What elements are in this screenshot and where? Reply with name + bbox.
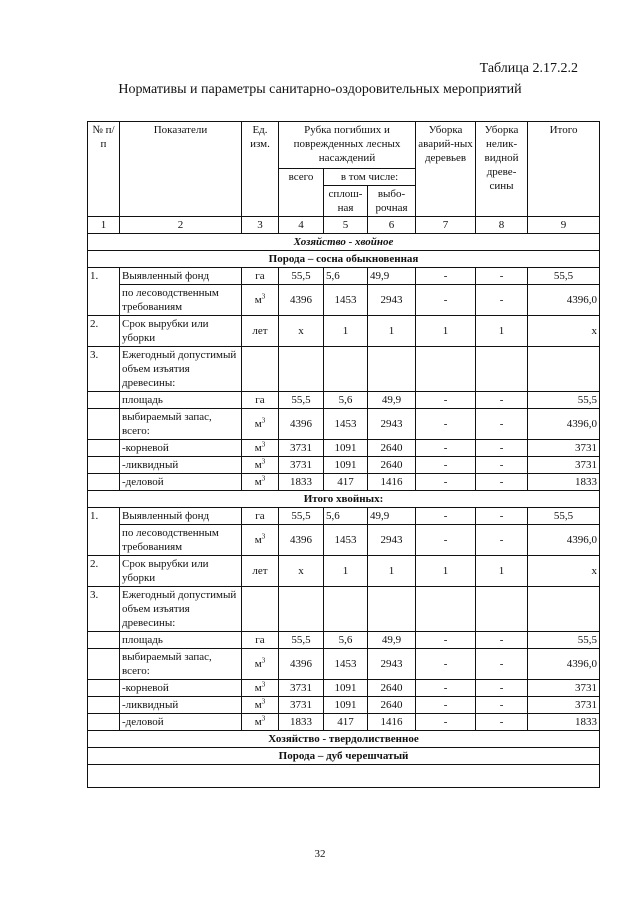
unit-superscript: 3 <box>261 440 266 449</box>
page-number: 32 <box>314 848 326 860</box>
unit-superscript: 3 <box>261 457 266 466</box>
unit-cell <box>242 649 279 680</box>
empty-cell <box>416 587 476 632</box>
unit-cell <box>242 508 279 525</box>
table-row <box>88 316 600 347</box>
row-number: 1. <box>88 268 120 316</box>
unit-superscript: 3 <box>261 532 266 541</box>
row-label: Выявленный фонд <box>120 268 242 285</box>
value-selective: 2640 <box>368 440 416 457</box>
unit-cell <box>242 440 279 457</box>
value-clear: 5,6 <box>324 632 368 649</box>
empty-cell <box>368 587 416 632</box>
unit-cell <box>242 556 279 587</box>
value-grand-total: 1833 <box>528 474 600 491</box>
value-total: 3731 <box>279 697 324 714</box>
row-number <box>88 632 120 649</box>
table-row <box>88 649 600 680</box>
unit-superscript: 3 <box>261 714 266 723</box>
unit-cell <box>242 697 279 714</box>
unit-text: га <box>255 394 265 406</box>
value-grand-total: 3731 <box>528 697 600 714</box>
row-label: -ликвидный <box>120 457 242 474</box>
header-felling: Рубка погибших и поврежденных лесных насаждений <box>279 122 416 169</box>
row-label: -деловой <box>120 474 242 491</box>
unit-superscript: 3 <box>261 292 266 301</box>
value-emergency: - <box>416 525 476 556</box>
value-total: 3731 <box>279 457 324 474</box>
value-emergency: - <box>416 680 476 697</box>
value-illiquid: 1 <box>476 556 528 587</box>
header-indicators: Показатели <box>120 122 242 217</box>
column-number: 9 <box>528 217 600 234</box>
empty-cell <box>528 347 600 392</box>
section-title-row <box>88 234 600 251</box>
table-row <box>88 680 600 697</box>
unit-text: м <box>254 476 262 488</box>
value-selective: 2943 <box>368 409 416 440</box>
column-number: 6 <box>368 217 416 234</box>
header-illiquid-wood: Уборка нелик-видной древе-сины <box>476 122 528 217</box>
value-illiquid: - <box>476 525 528 556</box>
value-selective: 1416 <box>368 474 416 491</box>
unit-superscript: 3 <box>261 656 266 665</box>
value-total: 55,5 <box>279 508 324 525</box>
value-clear: 1091 <box>324 440 368 457</box>
unit-text: м <box>254 716 262 728</box>
unit-text: м <box>254 442 262 454</box>
value-illiquid: - <box>476 474 528 491</box>
value-emergency: - <box>416 649 476 680</box>
row-label: Срок вырубки или уборки <box>120 556 242 587</box>
section-title: Хозяйство - хвойное <box>88 234 600 251</box>
value-total: 55,5 <box>279 392 324 409</box>
table-row <box>88 632 600 649</box>
unit-cell <box>242 632 279 649</box>
value-emergency: 1 <box>416 316 476 347</box>
row-number <box>88 474 120 491</box>
value-clear: 5,6 <box>324 392 368 409</box>
value-selective: 1 <box>368 556 416 587</box>
value-grand-total: 4396,0 <box>528 285 600 316</box>
column-number: 3 <box>242 217 279 234</box>
row-number <box>88 440 120 457</box>
header-emergency-trees: Уборка аварий-ных деревьев <box>416 122 476 217</box>
value-grand-total: 1833 <box>528 714 600 731</box>
value-total: 4396 <box>279 525 324 556</box>
unit-text: лет <box>252 565 268 577</box>
column-number-row <box>88 217 600 234</box>
row-number <box>88 457 120 474</box>
row-label: выбираемый запас, всего: <box>120 649 242 680</box>
value-grand-total: 3731 <box>528 440 600 457</box>
value-selective: 2943 <box>368 285 416 316</box>
unit-text: га <box>255 634 265 646</box>
empty-cell <box>242 587 279 632</box>
table-row <box>88 440 600 457</box>
row-label: Выявленный фонд <box>120 508 242 525</box>
value-clear: 1453 <box>324 285 368 316</box>
unit-text: лет <box>252 325 268 337</box>
column-number: 2 <box>120 217 242 234</box>
row-label: -ликвидный <box>120 697 242 714</box>
header-clear-felling: сплош-ная <box>324 186 368 217</box>
unit-cell <box>242 392 279 409</box>
row-number <box>88 392 120 409</box>
table-row <box>88 392 600 409</box>
row-label: выбираемый запас, всего: <box>120 409 242 440</box>
value-selective: 49,9 <box>368 392 416 409</box>
header-selective-felling: выбо-рочная <box>368 186 416 217</box>
unit-text: м <box>254 658 262 670</box>
empty-cell <box>528 587 600 632</box>
value-grand-total: 55,5 <box>528 632 600 649</box>
value-total: х <box>279 556 324 587</box>
value-emergency: - <box>416 508 476 525</box>
row-label: Срок вырубки или уборки <box>120 316 242 347</box>
table-header <box>88 122 600 234</box>
value-grand-total: 4396,0 <box>528 525 600 556</box>
table-row <box>88 525 600 556</box>
value-selective: 49,9 <box>368 632 416 649</box>
value-illiquid: - <box>476 392 528 409</box>
row-number <box>88 409 120 440</box>
value-total: 4396 <box>279 649 324 680</box>
unit-text: га <box>255 270 265 282</box>
empty-cell <box>324 587 368 632</box>
value-emergency: - <box>416 457 476 474</box>
value-grand-total: 55,5 <box>528 392 600 409</box>
unit-superscript: 3 <box>261 697 266 706</box>
norms-table <box>87 121 600 788</box>
row-number: 2. <box>88 316 120 347</box>
value-grand-total: 3731 <box>528 680 600 697</box>
header-unit: Ед. изм. <box>242 122 279 217</box>
value-illiquid: - <box>476 268 528 285</box>
empty-cell <box>324 347 368 392</box>
value-grand-total: 55,5 <box>528 508 600 525</box>
value-clear: 1453 <box>324 409 368 440</box>
value-illiquid: 1 <box>476 316 528 347</box>
table-row <box>88 347 600 392</box>
table-row <box>88 474 600 491</box>
value-illiquid: - <box>476 632 528 649</box>
table-row <box>88 409 600 440</box>
unit-text: м <box>254 459 262 471</box>
value-grand-total: х <box>528 316 600 347</box>
header-total: всего <box>279 169 324 217</box>
value-clear: 1091 <box>324 457 368 474</box>
value-clear: 1 <box>324 316 368 347</box>
page-title: Нормативы и параметры санитарно-оздоровительных мероприятий <box>118 82 522 97</box>
empty-cell <box>416 347 476 392</box>
value-emergency: - <box>416 440 476 457</box>
unit-cell <box>242 409 279 440</box>
table-row <box>88 697 600 714</box>
section-title: Порода – дуб черешчатый <box>88 748 600 765</box>
value-illiquid: - <box>476 697 528 714</box>
value-emergency: - <box>416 409 476 440</box>
unit-cell <box>242 268 279 285</box>
unit-cell <box>242 285 279 316</box>
value-clear: 1453 <box>324 649 368 680</box>
value-total: 1833 <box>279 714 324 731</box>
section-title-row <box>88 748 600 765</box>
table-row <box>88 268 600 285</box>
value-total: х <box>279 316 324 347</box>
value-selective: 49,9 <box>368 508 416 525</box>
header-num: № п/п <box>88 122 120 217</box>
value-selective: 2640 <box>368 697 416 714</box>
value-clear: 417 <box>324 474 368 491</box>
value-emergency: - <box>416 632 476 649</box>
value-clear: 5,6 <box>324 508 368 525</box>
value-illiquid: - <box>476 440 528 457</box>
value-total: 4396 <box>279 409 324 440</box>
value-total: 4396 <box>279 285 324 316</box>
row-number: 1. <box>88 508 120 556</box>
column-number: 5 <box>324 217 368 234</box>
column-number: 7 <box>416 217 476 234</box>
value-total: 1833 <box>279 474 324 491</box>
value-selective: 1 <box>368 316 416 347</box>
value-illiquid: - <box>476 457 528 474</box>
unit-cell <box>242 316 279 347</box>
unit-cell <box>242 525 279 556</box>
table-row <box>88 285 600 316</box>
empty-cell <box>279 587 324 632</box>
value-clear: 1091 <box>324 697 368 714</box>
unit-superscript: 3 <box>261 416 266 425</box>
column-number: 1 <box>88 217 120 234</box>
row-number <box>88 649 120 680</box>
unit-text: м <box>254 699 262 711</box>
value-emergency: - <box>416 714 476 731</box>
row-number: 3. <box>88 587 120 632</box>
value-grand-total: 3731 <box>528 457 600 474</box>
value-clear: 1 <box>324 556 368 587</box>
section-title: Итого хвойных: <box>88 491 600 508</box>
value-selective: 1416 <box>368 714 416 731</box>
value-total: 3731 <box>279 440 324 457</box>
value-emergency: 1 <box>416 556 476 587</box>
value-clear: 417 <box>324 714 368 731</box>
value-illiquid: - <box>476 680 528 697</box>
section-title-row <box>88 251 600 268</box>
unit-text: м <box>254 294 262 306</box>
row-label: площадь <box>120 632 242 649</box>
unit-text: га <box>255 510 265 522</box>
value-grand-total: х <box>528 556 600 587</box>
empty-cell <box>476 587 528 632</box>
unit-text: м <box>254 682 262 694</box>
row-label: площадь <box>120 392 242 409</box>
row-label: -корневой <box>120 680 242 697</box>
section-title-row <box>88 731 600 748</box>
row-number <box>88 697 120 714</box>
value-total: 3731 <box>279 680 324 697</box>
unit-superscript: 3 <box>261 680 266 689</box>
empty-cell <box>368 347 416 392</box>
row-number <box>88 714 120 731</box>
empty-cell <box>242 347 279 392</box>
value-emergency: - <box>416 392 476 409</box>
empty-cell <box>279 347 324 392</box>
table-row <box>88 457 600 474</box>
value-clear: 5,6 <box>324 268 368 285</box>
unit-cell <box>242 714 279 731</box>
column-number: 8 <box>476 217 528 234</box>
value-illiquid: - <box>476 714 528 731</box>
value-selective: 2640 <box>368 457 416 474</box>
header-including: в том числе: <box>324 169 416 186</box>
value-emergency: - <box>416 268 476 285</box>
value-selective: 49,9 <box>368 268 416 285</box>
value-total: 55,5 <box>279 632 324 649</box>
value-total: 55,5 <box>279 268 324 285</box>
table-row <box>88 556 600 587</box>
unit-superscript: 3 <box>261 474 266 483</box>
table-body <box>88 234 600 788</box>
section-title: Порода – сосна обыкновенная <box>88 251 600 268</box>
unit-cell <box>242 457 279 474</box>
blank-row <box>88 765 600 788</box>
table-row <box>88 714 600 731</box>
value-selective: 2640 <box>368 680 416 697</box>
section-title: Хозяйство - твердолиственное <box>88 731 600 748</box>
empty-cell <box>88 765 600 788</box>
value-emergency: - <box>416 285 476 316</box>
unit-cell <box>242 680 279 697</box>
table-row <box>88 587 600 632</box>
unit-text: м <box>254 534 262 546</box>
header-grand-total: Итого <box>528 122 600 217</box>
value-selective: 2943 <box>368 649 416 680</box>
row-label: по лесоводственным требованиям <box>120 285 242 316</box>
table-label: Таблица 2.17.2.2 <box>479 61 578 76</box>
row-label: Ежегодный допустимый объем изъятия древесины: <box>120 347 242 392</box>
row-number: 2. <box>88 556 120 587</box>
unit-cell <box>242 474 279 491</box>
row-label: -корневой <box>120 440 242 457</box>
value-selective: 2943 <box>368 525 416 556</box>
column-number: 4 <box>279 217 324 234</box>
row-number: 3. <box>88 347 120 392</box>
row-number <box>88 680 120 697</box>
unit-text: м <box>254 418 262 430</box>
value-illiquid: - <box>476 508 528 525</box>
value-clear: 1091 <box>324 680 368 697</box>
value-illiquid: - <box>476 409 528 440</box>
value-grand-total: 55,5 <box>528 268 600 285</box>
value-illiquid: - <box>476 285 528 316</box>
value-emergency: - <box>416 697 476 714</box>
value-grand-total: 4396,0 <box>528 649 600 680</box>
row-label: по лесоводственным требованиям <box>120 525 242 556</box>
section-title-row <box>88 491 600 508</box>
value-emergency: - <box>416 474 476 491</box>
value-grand-total: 4396,0 <box>528 409 600 440</box>
row-label: Ежегодный допустимый объем изъятия древесины: <box>120 587 242 632</box>
empty-cell <box>476 347 528 392</box>
table-row <box>88 508 600 525</box>
value-clear: 1453 <box>324 525 368 556</box>
row-label: -деловой <box>120 714 242 731</box>
value-illiquid: - <box>476 649 528 680</box>
